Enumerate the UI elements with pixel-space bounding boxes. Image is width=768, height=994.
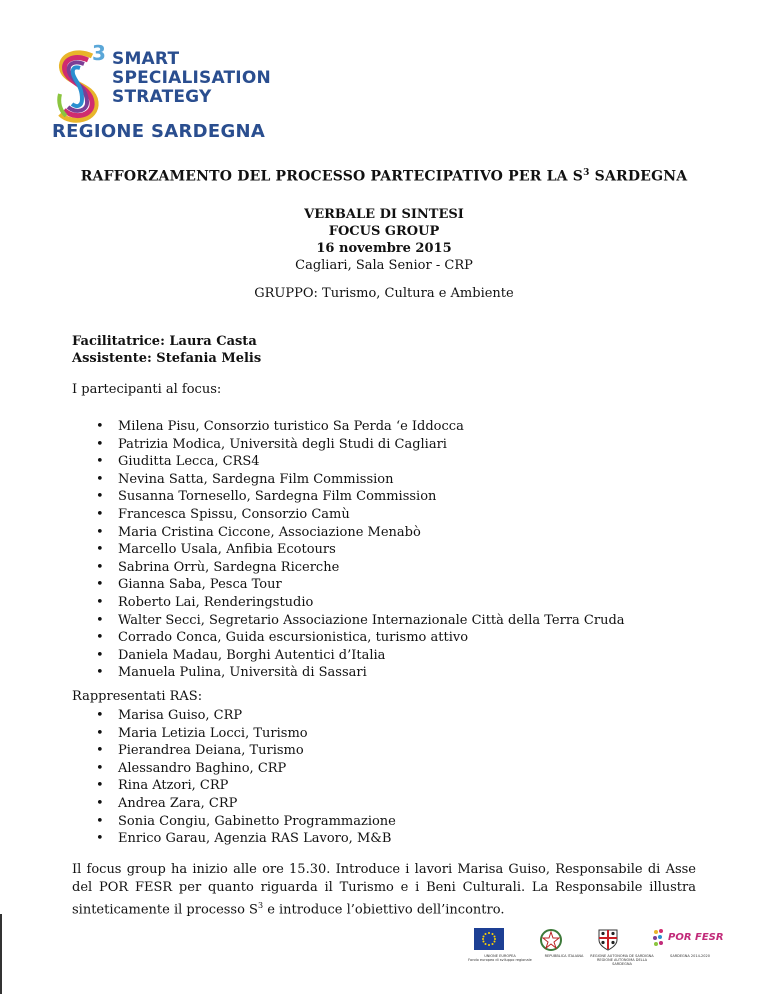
list-item: • Francesca Spissu, Consorzio Camù [96, 506, 625, 524]
por-fesr-label: POR FESR [668, 932, 724, 943]
ras-title: Rappresentati RAS: [72, 689, 203, 704]
document-title [0, 168, 768, 185]
paragraph-text: Il focus group ha inizio alle ore 15.30. Introduce i lavori Marisa Guiso, Responsabile di Asse del POR FESR per quanto riguarda il Turismo e i Beni Culturali. La Responsabile illustra sinteticamente il processo S [72, 862, 696, 918]
eu-caption [468, 954, 532, 962]
list-item: • Nevina Satta, Sardegna Film Commission [96, 471, 625, 489]
participants-intro: I partecipanti al focus: [72, 382, 222, 397]
eu-caption-line: UNIONE EUROPEA [484, 954, 516, 958]
meeting-location: Cagliari, Sala Senior - CRP [295, 258, 473, 273]
meeting-date: 16 novembre 2015 [316, 241, 452, 256]
list-item: • Maria Cristina Ciccone, Associazione Menabò [96, 524, 625, 542]
sardegna-caption-line: REGIONE AUTONOMA DELLA SARDEGNA [596, 958, 648, 966]
list-item: • Marisa Guiso, CRP [96, 707, 396, 725]
list-item: • Corrado Conca, Guida escursionistica, turismo attivo [96, 629, 625, 647]
title-text: RAFFORZAMENTO DEL PROCESSO PARTECIPATIVO PER LA S [80, 168, 584, 185]
italy-emblem-icon [538, 928, 564, 952]
logo-line-strategy: STRATEGY [112, 87, 212, 107]
facilitator: Facilitatrice: Laura Casta [72, 334, 257, 349]
eu-flag-icon [474, 928, 504, 950]
logo-wordmark [112, 50, 271, 107]
sardegna-caption-line: REGIONE AUTONOMA DE SARDIGNA [590, 954, 654, 958]
staff-block [72, 333, 261, 367]
list-item: • Sabrina Orrù, Sardegna Ricerche [96, 559, 625, 577]
list-item: • Milena Pisu, Consorzio turistico Sa Perda ‘e Iddocca [96, 418, 625, 436]
list-item: • Marcello Usala, Anfibia Ecotours [96, 541, 625, 559]
list-item: • Patrizia Modica, Università degli Studi di Cagliari [96, 436, 625, 454]
list-item: • Roberto Lai, Renderingstudio [96, 594, 625, 612]
list-item: • Enrico Garau, Agenzia RAS Lavoro, M&B [96, 830, 396, 848]
list-item: • Daniela Madau, Borghi Autentici d’Italia [96, 647, 625, 665]
minutes-header [0, 206, 768, 274]
list-item: • Walter Secci, Segretario Associazione Internazionale Città della Terra Cruda [96, 612, 625, 630]
por-fesr-logo [652, 928, 724, 958]
list-item: • Maria Letizia Locci, Turismo [96, 725, 396, 743]
group-label: GRUPPO: Turismo, Cultura e Ambiente [254, 286, 514, 301]
por-fesr-caption: SARDEGNA 2014-2020 [670, 954, 710, 958]
title-superscript: 3 [583, 168, 590, 178]
list-item: • Andrea Zara, CRP [96, 795, 396, 813]
list-item: • Gianna Saba, Pesca Tour [96, 576, 625, 594]
list-item: • Susanna Tornesello, Sardegna Film Commission [96, 488, 625, 506]
sardegna-emblem [590, 928, 654, 966]
intro-paragraph [72, 861, 696, 919]
sardegna-shield-icon [596, 928, 620, 952]
logo-line-specialisation: SPECIALISATION [112, 68, 271, 88]
logo-line-smart: SMART [112, 49, 180, 69]
italy-caption: REPUBBLICA ITALIANA [544, 954, 584, 958]
page-edge-line [0, 914, 2, 994]
list-item: • Pierandrea Deiana, Turismo [96, 742, 396, 760]
list-item: • Alessandro Baghino, CRP [96, 760, 396, 778]
italy-emblem [538, 928, 584, 958]
sardegna-caption [590, 954, 654, 966]
list-item: • Sonia Congiu, Gabinetto Programmazione [96, 813, 396, 831]
paragraph-text-end: e introduce l’obiettivo dell’incontro. [263, 902, 505, 918]
eu-caption-line: Fondo europeo di sviluppo regionale [468, 958, 532, 962]
s3-logo-digit: 3 [92, 44, 106, 65]
logo-region: REGIONE SARDEGNA [52, 121, 266, 142]
ras-list [96, 707, 396, 848]
title-text-end: SARDEGNA [589, 168, 688, 185]
list-item: • Manuela Pulina, Università di Sassari [96, 664, 625, 682]
assistant: Assistente: Stefania Melis [72, 351, 262, 366]
participants-list [96, 418, 625, 682]
footer-logos [470, 928, 730, 968]
s3-logo [52, 44, 292, 144]
paragraph-superscript: 3 [257, 901, 264, 910]
list-item: • Giuditta Lecca, CRS4 [96, 453, 625, 471]
eu-logo [468, 928, 532, 962]
focus-group-label: FOCUS GROUP [328, 224, 440, 239]
list-item: • Rina Atzori, CRP [96, 777, 396, 795]
minutes-label: VERBALE DI SINTESI [304, 207, 464, 222]
